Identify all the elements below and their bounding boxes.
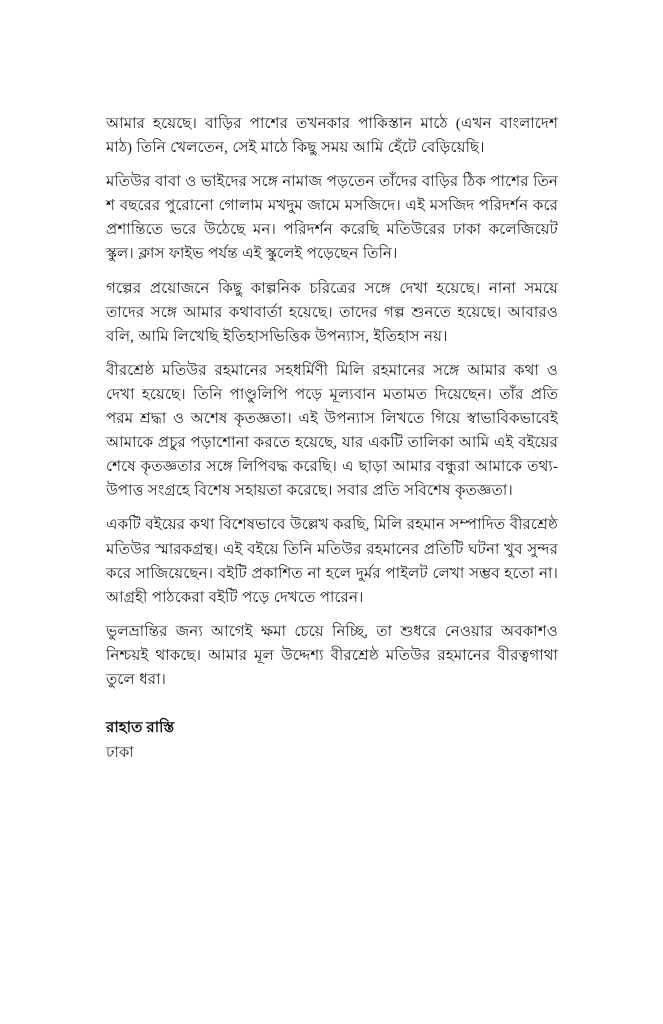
paragraph-6: ভুলভ্রান্তির জন্য আগেই ক্ষমা চেয়ে নিচ্ছি, তা শুধরে নেওয়ার অবকাশও নিশ্চয়ই থাকছে। আমার মূল উদ্দেশ্য বীরশ্রেষ্ঠ মতিউর রহমানের বীরত্বগাথা তুলে ধরা।	[106, 623, 558, 688]
paragraph-4: বীরশ্রেষ্ঠ মতিউর রহমানের সহধর্মিণী মিলি রহমানের সঙ্গে আমার কথা ও দেখা হয়েছে। তিনি পাণ্ডুলিপি পড়ে মূল্যবান মতামত দিয়েছেন। তাঁর প্রতি পরম শ্রদ্ধা ও অশেষ কৃতজ্ঞতা। এই উপন্যাস লিখতে গিয়ে স্বাভাবিকভাবেই আমাকে প্রচুর পড়াশোনা করতে হয়েছে, যার একটি তালিকা আমি এই বইয়ের শেষে কৃতজ্ঞতার সঙ্গে লিপিবদ্ধ করেছি। এ ছাড়া আমার বন্ধুরা আমাকে তথ্য-উপাত্ত সংগ্রহে বিশেষ সহায়তা করেছে। সবার প্রতি সবিশেষ কৃতজ্ঞতা।	[106, 362, 558, 500]
paragraph-1: আমার হয়েছে। বাড়ির পাশের তখনকার পাকিস্তান মাঠে (এখন বাংলাদেশ মাঠ) তিনি খেলতেন, সেই মাঠে কিছু সময় আমি হেঁটে বেড়িয়েছি।	[106, 116, 558, 157]
author-name: রাহাত রাস্তি	[106, 719, 175, 737]
author-city: ঢাকা	[106, 745, 134, 762]
signature-block	[106, 716, 558, 764]
paragraph-3: গল্পের প্রয়োজনে কিছু কাল্পনিক চরিত্রের সঙ্গে দেখা হয়েছে। নানা সময়ে তাদের সঙ্গে আমার কথাবার্তা হয়েছে। তাদের গল্প শুনতে হয়েছে। আবারও বলি, আমি লিখেছি ইতিহাসভিত্তিক উপন্যাস, ইতিহাস নয়।	[106, 280, 558, 345]
text-column	[106, 112, 558, 764]
paragraph-5: একটি বইয়ের কথা বিশেষভাবে উল্লেখ করছি, মিলি রহমান সম্পাদিত বীরশ্রেষ্ঠ মতিউর স্মারকগ্রন্থ। এই বইয়ে তিনি মতিউর রহমানের প্রতিটি ঘটনা খুব সুন্দর করে সাজিয়েছেন। বইটি প্রকাশিত না হলে দুর্মর পাইলট লেখা সম্ভব হতো না। আগ্রহী পাঠকেরা বইটি পড়ে দেখতে পারেন।	[106, 517, 558, 606]
paragraph-2: মতিউর বাবা ও ভাইদের সঙ্গে নামাজ পড়তেন তাঁদের বাড়ির ঠিক পাশের তিন শ বছরের পুরোনো গোলাম মখদুম জামে মসজিদে। এই মসজিদ পরিদর্শন করে প্রশান্তিতে ভরে উঠেছে মন। পরিদর্শন করেছি মতিউরের ঢাকা কলেজিয়েট স্কুল। ক্লাস ফাইভ পর্যন্ত এই স্কুলেই পড়েছেন তিনি।	[106, 174, 558, 263]
